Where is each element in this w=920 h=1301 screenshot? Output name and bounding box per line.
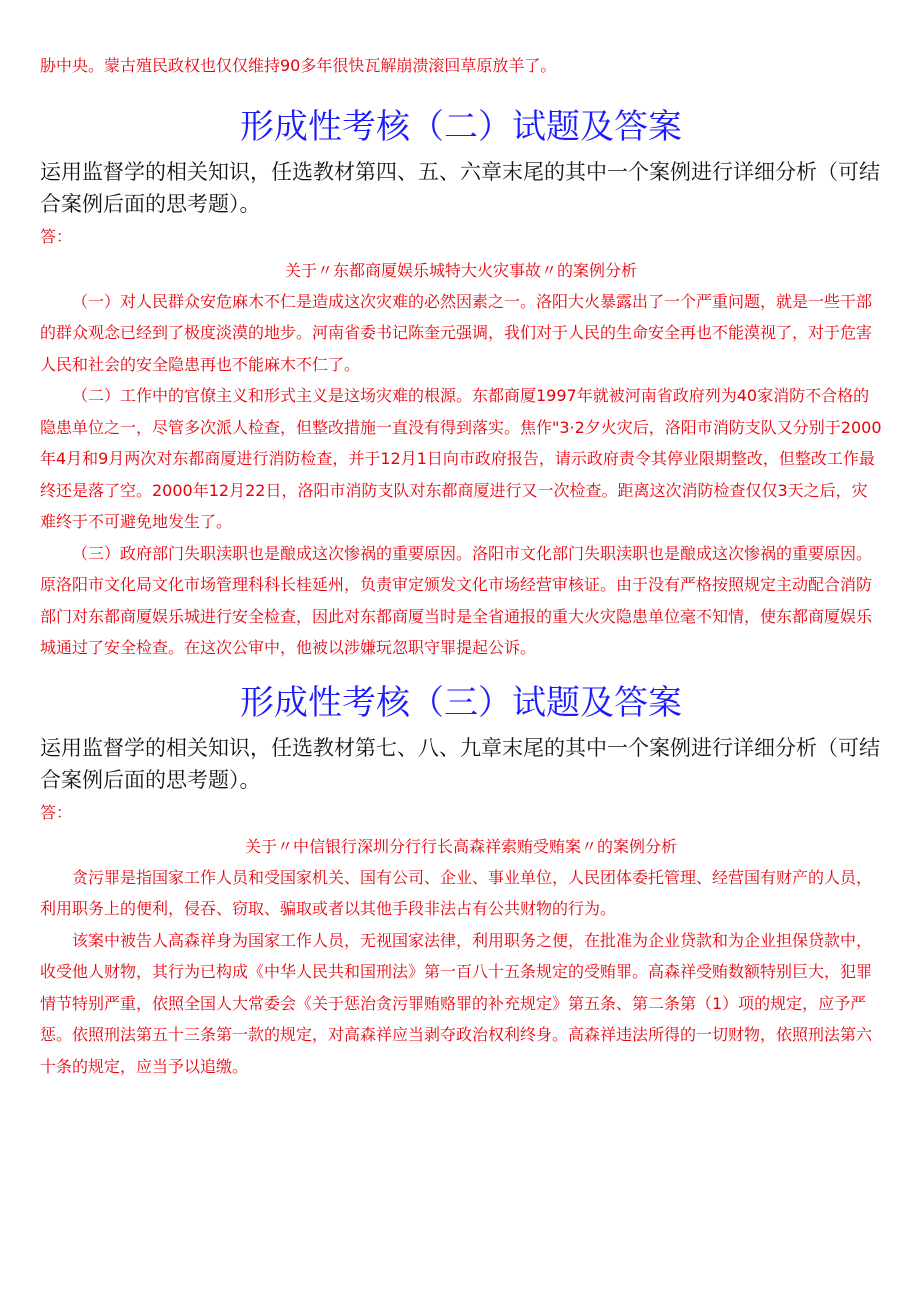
document-page [40,50,882,1082]
answer-paragraph: （二）工作中的官僚主义和形式主义是这场灾难的根源。东都商厦1997年就被河南省政府列为40家消防不合格的隐患单位之一，尽管多次派人检查，但整改措施一直没有得到落实。焦作"3·2夕火灾后，洛阳市消防支队又分别于2000年4月和9月两次对东都商厦进行消防检查，并于12月1日向市政府报告，请示政府责令其停业限期整改，但整改工作最终还是落了空。2000年12月22日，洛阳市消防支队对东都商厦进行又一次检查。距离这次消防检查仅仅3天之后，灾难终于不可避免地发生了。 [40,386,882,531]
answer-paragraph: 该案中被告人高森祥身为国家工作人员，无视国家法律，利用职务之便，在批准为企业贷款和为企业担保贷款中，收受他人财物，其行为已构成《中华人民共和国刑法》第一百八十五条规定的受贿罪。高森祥受贿数额特别巨大，犯罪情节特别严重，依照全国人大常委会《关于惩治贪污罪贿赂罪的补充规定》第五条、第二条第（1）项的规定，应予严惩。依照刑法第五十三条第一款的规定，对高森祥应当剥夺政治权利终身。高森祥违法所得的一切财物，依照刑法第六十条的规定，应当予以追缴。 [40,930,873,1076]
question-text-3: 运用监督学的相关知识，任选教材第七、八、九章末尾的其中一个案例进行详细分析（可结合案例后面的思考题）。 [40,735,880,792]
intro-line: 胁中央。蒙古殖民政权也仅仅维持90多年很快瓦解崩溃滚回草原放羊了。 [40,56,557,75]
case-title-2: 关于〃东都商厦娱乐城特大火灾事故〃的案例分析 [284,260,637,280]
answer-label-3: 答： [40,802,73,822]
section-assessment-2 [40,104,882,664]
answer-label-2: 答： [40,226,73,246]
section-assessment-3 [40,680,882,1083]
answer-paragraph: 贪污罪是指国家工作人员和受国家机关、国有公司、企业、事业单位，人民团体委托管理、经营国有财产的人员，利用职务上的便利，侵吞、窃取、骗取或者以其他手段非法占有公共财物的行为。 [40,867,873,918]
answer-paragraph: （三）政府部门失职渎职也是酿成这次惨祸的重要原因。洛阳市文化部门失职渎职也是酿成这次惨祸的重要原因。原洛阳市文化局文化市场管理科科长桂延州，负责审定颁发文化市场经营审核证。由于没有严格按照规定主动配合消防部门对东都商厦娱乐城进行安全检查，因此对东都商厦当时是全省通报的重大火灾隐患单位毫不知情，使东都商厦娱乐城通过了安全检查。在这次公审中，他被以涉嫌玩忽职守罪提起公诉。 [40,543,873,657]
case-title-3: 关于〃中信银行深圳分行行长高森祥索贿受贿案〃的案例分析 [244,836,677,856]
answer-paragraph: （一）对人民群众安危麻木不仁是造成这次灾难的必然因素之一。洛阳大火暴露出了一个严重问题，就是一些干部的群众观念已经到了极度淡漠的地步。河南省委书记陈奎元强调，我们对于人民的生命安全再也不能漠视了，对于危害人民和社会的安全隐患再也不能麻木不仁了。 [40,291,873,374]
section-heading-3: 形成性考核（三）试题及答案 [240,682,682,723]
question-text-2: 运用监督学的相关知识，任选教材第四、五、六章末尾的其中一个案例进行详细分析（可结合案例后面的思考题）。 [40,159,880,216]
section-heading-2: 形成性考核（二）试题及答案 [240,106,682,147]
